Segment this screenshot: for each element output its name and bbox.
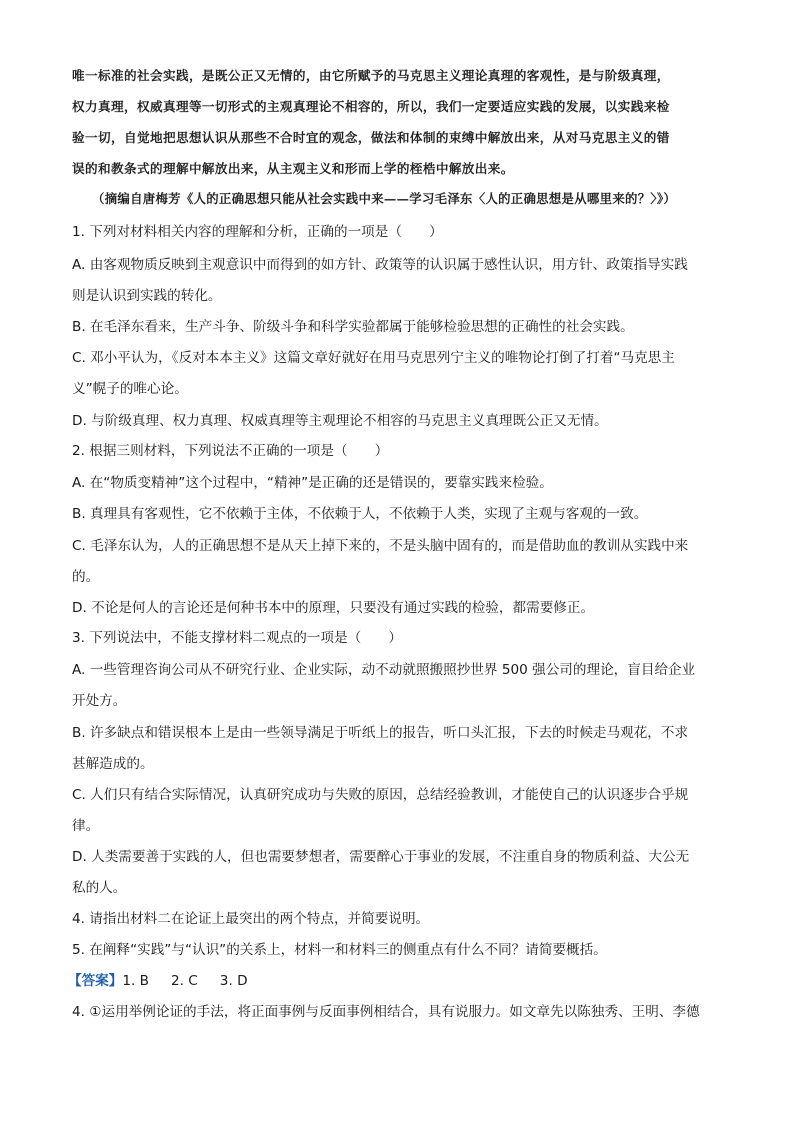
material-line-3: 验一切，自觉地把思想认识从那些不合时宜的观念，做法和体制的束缚中解放出来，从对马克思主义的错 (72, 130, 670, 145)
question-5-stem: 5. 在阐释“实践”与“认识”的关系上，材料一和材料三的侧重点有什么不同？请简要概括。 (72, 942, 607, 958)
answer-2: 2. C (171, 973, 198, 989)
question-1-option-c: C. 邓小平认为，《反对本本主义》这篇文章好就好在用马克思列宁主义的唯物论打倒了打着“马克思主 (72, 350, 675, 366)
question-3-option-b-cont: 甚解造成的。 (72, 756, 154, 772)
material-line-4: 误的和教条式的理解中解放出来，从主观主义和形而上学的桎梏中解放出来。 (72, 161, 514, 176)
answer-4-explanation: 4. ①运用举例论证的手法，将正面事例与反面事例相结合，具有说服力。如文章先以陈独秀、王明、李德 (72, 1004, 700, 1020)
question-1-stem: 1. 下列对材料相关内容的理解和分析，正确的一项是（ ） (72, 224, 443, 240)
question-3-option-a-cont: 开处方。 (72, 693, 127, 709)
question-3-option-a: A. 一些管理咨询公司从不研究行业、企业实际，动不动就照搬照抄世界 500 强公司的理论，盲目给企业 (72, 662, 696, 678)
question-1-option-a-cont: 则是认识到实践的转化。 (72, 288, 222, 304)
question-4-stem: 4. 请指出材料二在论证上最突出的两个特点，并简要说明。 (72, 911, 430, 927)
answer-line (68, 971, 728, 991)
question-2-option-c: C. 毛泽东认为，人的正确思想不是从天上掉下来的，不是头脑中固有的，而是借助血的教训从实践中来 (72, 538, 689, 554)
question-3-option-c: C. 人们只有结合实际情况，认真研究成功与失败的原因，总结经验教训，才能使自己的认识逐步合乎规 (72, 787, 689, 803)
answer-1: 1. B (122, 973, 149, 989)
question-2-stem: 2. 根据三则材料，下列说法不正确的一项是（ ） (72, 443, 389, 459)
question-3-option-d: D. 人类需要善于实践的人，但也需要梦想者，需要醉心于事业的发展，不注重自身的物质利益、大公无 (72, 849, 690, 865)
material-line-1: 唯一标准的社会实践，是既公正又无情的，由它所赋予的马克思主义理论真理的客观性，是与阶级真理， (72, 68, 670, 83)
answer-3: 3. D (219, 973, 248, 989)
answer-tag: 【答案】 (68, 973, 123, 989)
question-1-option-d: D. 与阶级真理、权力真理、权威真理等主观理论不相容的马克思主义真理既公正又无情。 (72, 413, 608, 429)
question-1-option-c-cont: 义”幌子的唯心论。 (72, 381, 188, 397)
question-1-option-a: A. 由客观物质反映到主观意识中而得到的如方针、政策等的认识属于感性认识，用方针、政策指导实践 (72, 257, 688, 273)
question-2-option-d: D. 不论是何人的言论还是何种书本中的原理，只要没有通过实践的检验，都需要修正。 (72, 600, 595, 616)
question-2-option-b: B. 真理具有客观性，它不依赖于主体，不依赖于人，不依赖于人类，实现了主观与客观的一致。 (72, 506, 648, 522)
question-2-option-c-cont: 的。 (72, 569, 100, 585)
question-2-option-a: A. 在“物质变精神”这个过程中，“精神”是正确的还是错误的，要靠实践来检验。 (72, 475, 553, 491)
material-line-2: 权力真理，权威真理等一切形式的主观真理论不相容的，所以，我们一定要适应实践的发展，以实践来检 (72, 99, 670, 114)
question-1-option-b: B. 在毛泽东看来，生产斗争、阶级斗争和科学实验都属于能够检验思想的正确性的社会实践。 (72, 319, 634, 335)
question-3-option-d-cont: 私的人。 (72, 880, 127, 896)
question-3-stem: 3. 下列说法中，不能支撑材料二观点的一项是（ ） (72, 630, 402, 646)
question-3-option-b: B. 许多缺点和错误根本上是由一些领导满足于听纸上的报告，听口头汇报，下去的时候走马观花，不求 (72, 725, 689, 741)
material-source: （摘编自唐梅芳《人的正确思想只能从社会实践中来——学习毛泽东〈人的正确思想是从哪里来的？〉》） (92, 191, 677, 206)
question-3-option-c-cont: 律。 (72, 818, 100, 834)
